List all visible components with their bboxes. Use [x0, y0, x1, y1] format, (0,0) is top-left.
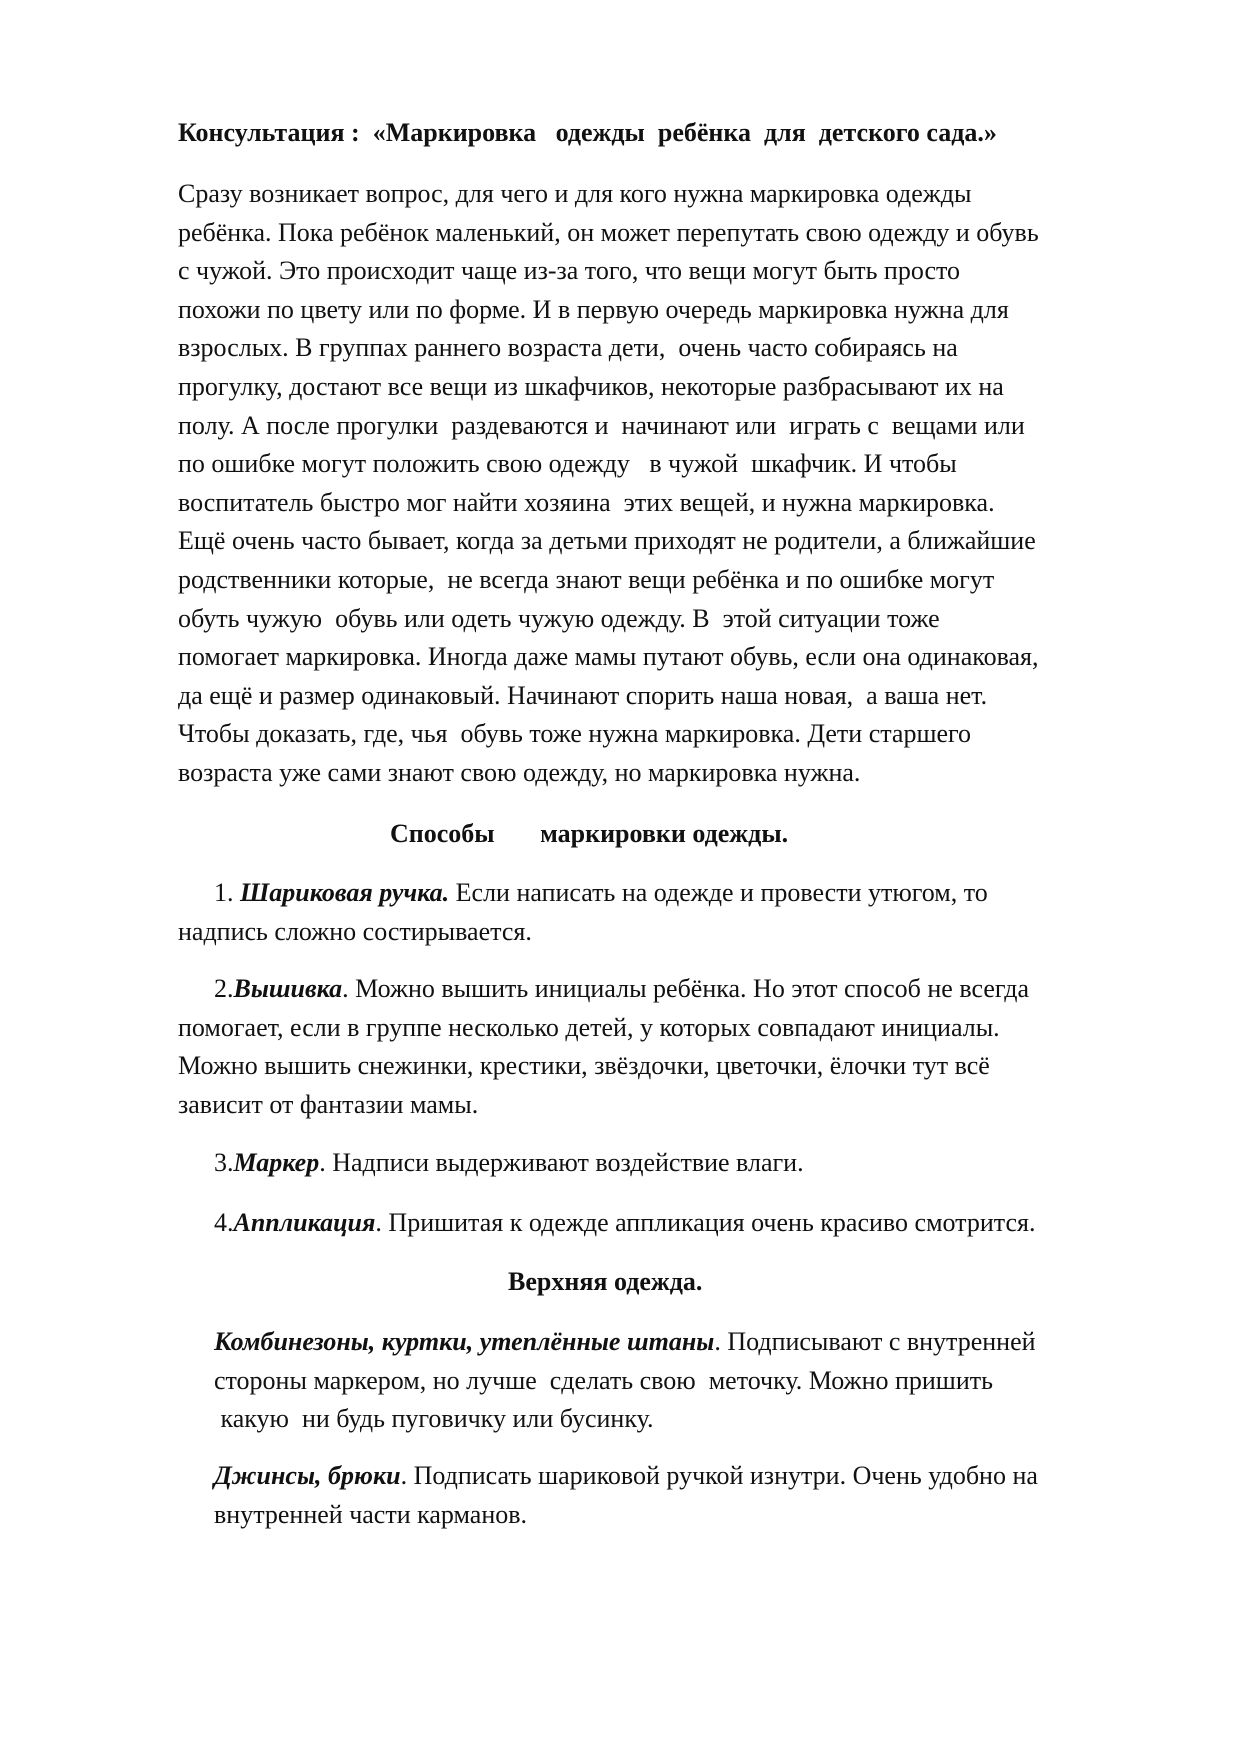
- text-line: помогает, если в группе несколько детей, у которых совпадают инициалы.: [178, 1012, 1000, 1042]
- intro-paragraph: [178, 175, 1188, 793]
- text-line: родственники которые, не всегда знают вещи ребёнка и по ошибке могут: [178, 564, 995, 594]
- method-first-line: [178, 970, 1188, 1009]
- outerwear-heading: Верхняя одежда.: [508, 1267, 703, 1296]
- text-line: Сразу возникает вопрос, для чего и для кого нужна маркировка одежды: [178, 179, 972, 208]
- clothes-item-1: [214, 1323, 1194, 1439]
- method-number: 3.: [214, 1148, 234, 1177]
- text-line: какую ни будь пуговичку или бусинку.: [214, 1404, 654, 1434]
- text-line: да ещё и размер одинаковый. Начинают спорить наша новая, а ваша нет.: [178, 680, 988, 710]
- method-first-line: [178, 874, 1188, 913]
- text-line: надпись сложно состирывается.: [178, 916, 532, 946]
- method-keyword: Вышивка: [233, 974, 343, 1003]
- method-keyword: Аппликация: [233, 1208, 376, 1237]
- method-keyword: Маркер: [233, 1148, 320, 1177]
- method-item-1: [178, 874, 1188, 951]
- clothes-text: . Подписывают с внутренней: [714, 1327, 1036, 1356]
- clothes-first-line: [214, 1457, 1194, 1496]
- method-text: Если написать на одежде и провести утюгом, то: [449, 878, 988, 907]
- methods-heading: Способы маркировки одежды.: [390, 819, 789, 848]
- clothes-item-2: [214, 1457, 1194, 1534]
- text-line: похожи по цвету или по форме. И в первую очередь маркировка нужна для: [178, 294, 1009, 324]
- text-line: зависит от фантазии мамы.: [178, 1089, 479, 1119]
- method-number: 2.: [214, 974, 234, 1003]
- text-line: стороны маркером, но лучше сделать свою меточку. Можно пришить: [214, 1365, 993, 1395]
- method-text: . Можно вышить инициалы ребёнка. Но этот способ не всегда: [342, 974, 1029, 1003]
- clothes-text: . Подписать шариковой ручкой изнутри. Очень удобно на: [400, 1461, 1038, 1490]
- text-line: Чтобы доказать, где, чья обувь тоже нужна маркировка. Дети старшего: [178, 719, 972, 749]
- text-line: помогает маркировка. Иногда даже мамы путают обувь, если она одинаковая,: [178, 642, 1039, 672]
- text-line: полу. А после прогулки раздеваются и начинают или играть с вещами или: [178, 410, 1025, 440]
- method-item-4: [178, 1204, 1188, 1243]
- clothes-keyword: Комбинезоны, куртки, утеплённые штаны: [214, 1327, 715, 1356]
- text-line: воспитатель быстро мог найти хозяина этих вещей, и нужна маркировка.: [178, 487, 995, 517]
- text-line: ребёнка. Пока ребёнок маленький, он может перепутать свою одежду и обувь: [178, 217, 1039, 247]
- text-line: с чужой. Это происходит чаще из-за того, что вещи могут быть просто: [178, 256, 961, 286]
- method-text: . Пришитая к одежде аппликация очень красиво смотрится.: [375, 1208, 1036, 1237]
- text-line: возраста уже сами знают свою одежду, но маркировка нужна.: [178, 757, 861, 787]
- method-first-line: [178, 1144, 1188, 1183]
- text-line: по ошибке могут положить свою одежду в чужой шкафчик. И чтобы: [178, 449, 957, 479]
- method-item-2: [178, 970, 1188, 1124]
- text-line: Ещё очень часто бывает, когда за детьми приходят не родители, а ближайшие: [178, 526, 1036, 556]
- text-line: внутренней части карманов.: [214, 1499, 528, 1529]
- text-line: прогулку, достают все вещи из шкафчиков, некоторые разбрасывают их на: [178, 371, 1004, 401]
- text-line: обуть чужую обувь или одеть чужую одежду. В этой ситуации тоже: [178, 603, 940, 633]
- document-title: Консультация : «Маркировка одежды ребёнка для детского сада.»: [178, 118, 997, 147]
- method-keyword: Шариковая ручка.: [240, 878, 450, 907]
- method-first-line: [178, 1204, 1188, 1243]
- text-line: Можно вышить снежинки, крестики, звёздочки, цветочки, ёлочки тут всё: [178, 1051, 990, 1081]
- method-number: 1.: [214, 878, 240, 907]
- clothes-first-line: [214, 1323, 1194, 1362]
- text-line: взрослых. В группах раннего возраста дети, очень часто собираясь на: [178, 333, 958, 363]
- method-number: 4.: [214, 1208, 234, 1237]
- method-item-3: [178, 1144, 1188, 1183]
- method-text: . Надписи выдерживают воздействие влаги.: [319, 1148, 804, 1177]
- clothes-keyword: Джинсы, брюки: [214, 1461, 401, 1490]
